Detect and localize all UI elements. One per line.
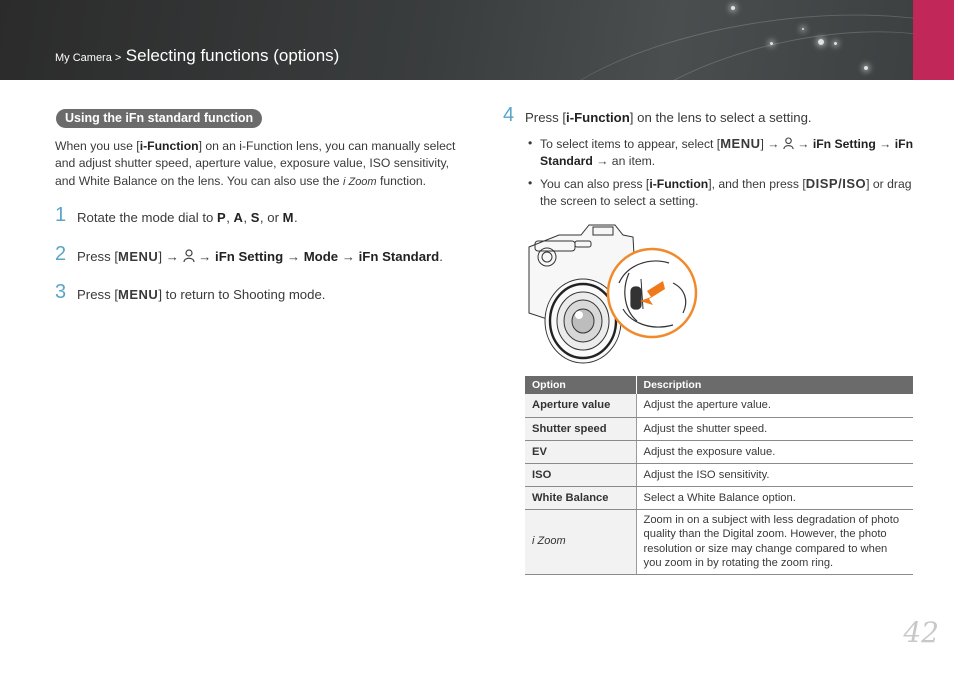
option-cell: EV [525,440,636,463]
option-cell: Aperture value [525,394,636,417]
column-header-description: Description [636,376,913,394]
option-cell [525,509,636,574]
description-cell: Select a White Balance option. [636,486,913,509]
table-row [525,486,913,509]
step-text: Press [i-Function] on the lens to select a setting. [525,110,812,125]
header-sparkle [834,42,837,45]
option-cell: Shutter speed [525,417,636,440]
intro-paragraph: When you use [i-Function] on an i-Function lens, you can manually select and adjust shutter speed, aperture value, exposure value, ISO sensitivity, and White Balance on the lens. You can also use the i Zoom function. [55,139,456,188]
menu-button-icon: MENU [118,287,159,302]
header-sparkle [731,6,735,10]
description-cell: Adjust the exposure value. [636,440,913,463]
table-header-row [525,376,913,394]
table-row [525,509,913,574]
step-text: Rotate the mode dial to P, A, S, or M. [77,210,298,225]
page-number: 42 [903,616,939,649]
breadcrumb [55,46,339,66]
menu-button-icon: MENU [118,249,159,264]
menu-button-icon: MENU [720,136,761,151]
option-cell: White Balance [525,486,636,509]
option-cell: ISO [525,463,636,486]
mode-a-icon: A [233,210,244,225]
step-text: Press [MENU] → → iFn Setting → Mode → iFn Standard. [77,249,443,264]
i-zoom-icon: i Zoom [532,535,566,548]
table-row [525,440,913,463]
column-header-option: Option [525,376,636,394]
description-cell: Adjust the shutter speed. [636,417,913,440]
step-text: Press [MENU] to return to Shooting mode. [77,287,326,302]
page-title: Selecting functions (options) [125,46,340,65]
camera-lens-illustration [523,213,699,365]
mode-p-icon: P [217,210,227,225]
breadcrumb-parent[interactable]: My Camera > [55,52,122,64]
header-sparkle [770,42,773,45]
disp-iso-button-icon: DISP/ISO [805,176,867,191]
header-sparkle [818,39,824,45]
table-row [525,394,913,417]
step-number: 2 [55,243,67,265]
step-number: 1 [55,204,67,226]
description-cell: Adjust the ISO sensitivity. [636,463,913,486]
description-cell: Adjust the aperture value. [636,394,913,417]
camera-settings-icon [183,249,195,263]
table-row [525,417,913,440]
header-sparkle [864,66,868,70]
step-number: 3 [55,281,67,303]
table-row [525,463,913,486]
mode-m-icon: M [282,210,294,225]
page-header [0,0,954,80]
options-table [525,376,913,575]
mode-s-icon: S [250,210,260,225]
header-sparkle [802,28,804,30]
i-zoom-icon: i Zoom [342,175,377,188]
description-cell: Zoom in on a subject with less degradation of photo quality than the Digital zoom. However, the photo resolution or size may change compared to when you zoom in by rotating the zoom ring. [636,509,913,574]
camera-settings-icon [783,137,794,150]
step-number: 4 [503,104,515,126]
header-accent-tab [913,0,954,80]
section-title: Using the iFn standard function [56,109,262,128]
